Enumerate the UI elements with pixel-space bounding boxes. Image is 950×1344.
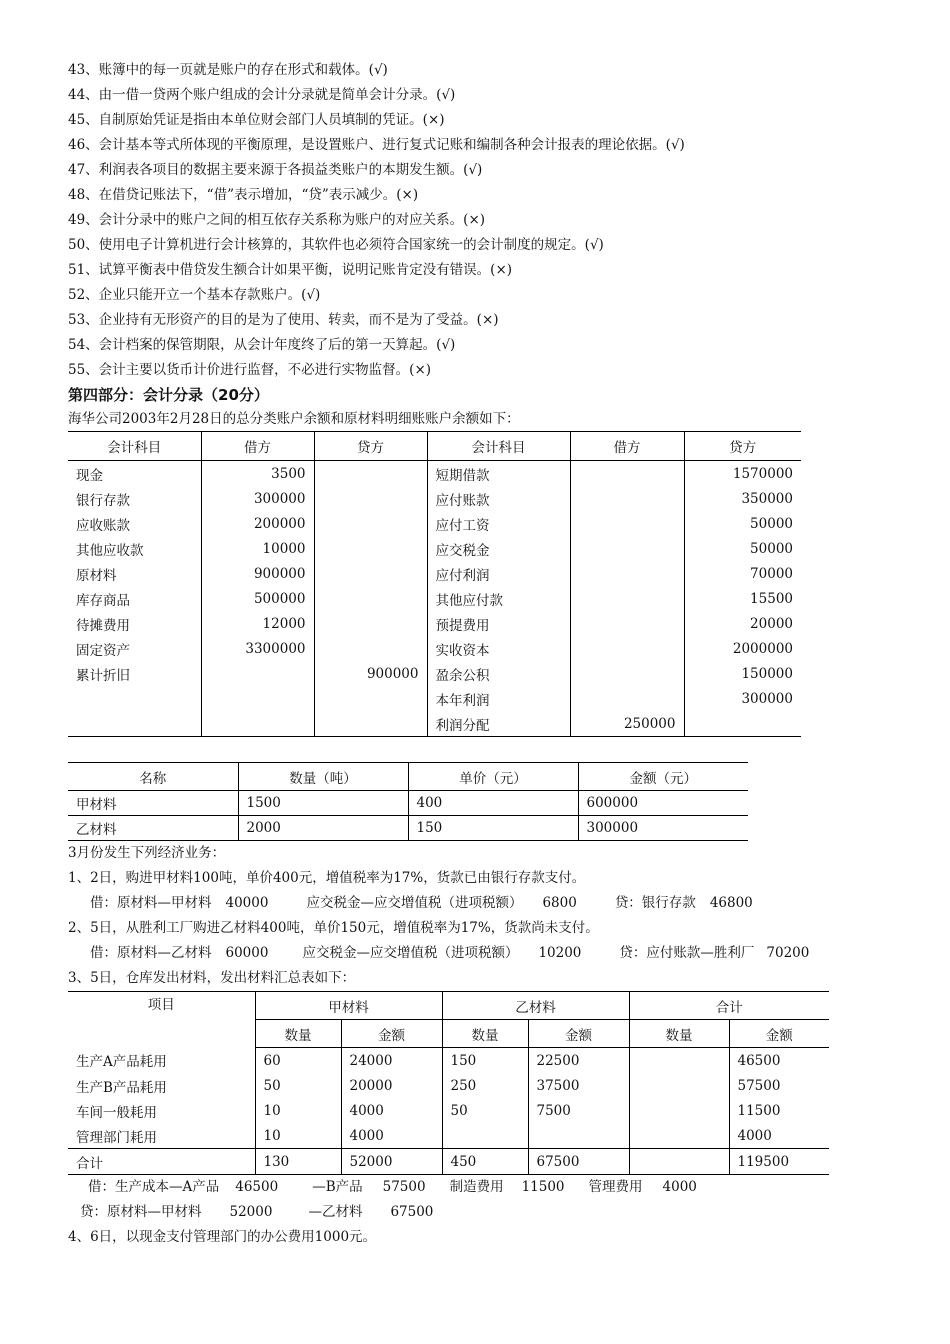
amount-cell: 900000 [314, 661, 427, 686]
entry-credit-amount: 70200 [766, 945, 810, 961]
issue-value-cell [629, 1098, 729, 1123]
amount-cell: 70000 [750, 565, 793, 582]
issue-total-cell: 450 [442, 1149, 528, 1175]
material-table [68, 762, 748, 841]
entry-credit-account-2: —乙材料 [308, 1204, 363, 1220]
entry-debit-account-2: 应交税金—应交增值税（进项税额） [306, 895, 523, 911]
amount-cell: 2000000 [732, 640, 793, 657]
issue-value-cell [629, 1073, 729, 1098]
amount-cell [570, 586, 684, 611]
account-name-cell: 利润分配 [427, 711, 570, 737]
amount-cell [314, 486, 427, 511]
amount-cell: 50000 [750, 540, 793, 557]
account-name-cell: 本年利润 [427, 686, 570, 711]
issue-value-cell [629, 1048, 729, 1074]
issue-value-cell [528, 1123, 629, 1149]
amount-cell [314, 636, 427, 661]
entry-debit-account-4: 管理费用 [588, 1179, 643, 1195]
issue-value-cell: 46500 [737, 1052, 781, 1069]
issue-value-cell: 20000 [341, 1073, 442, 1098]
col-group-total: 合计 [629, 992, 829, 1020]
account-name-cell: 现金 [68, 461, 201, 487]
march-intro: 3月份发生下列经济业务： [68, 845, 226, 861]
account-name-cell: 银行存款 [68, 486, 201, 511]
balance-row [68, 611, 801, 636]
balance-row [68, 586, 801, 611]
entry-debit-amount-2: 57500 [382, 1179, 426, 1195]
amount-cell [314, 461, 427, 487]
account-name-cell: 原材料 [68, 561, 201, 586]
col-credit-right: 贷方 [684, 432, 801, 461]
issue-item-cell: 生产A产品耗用 [68, 1048, 255, 1074]
issue-value-cell: 24000 [341, 1048, 442, 1074]
question-44: 44、由一借一贷两个账户组成的会计分录就是简单会计分录。(√) [68, 87, 456, 103]
amount-cell: 300000 [201, 486, 314, 511]
amount-cell: 150000 [741, 665, 793, 682]
issue-item-cell: 车间一般耗用 [68, 1098, 255, 1123]
issue-value-cell: 150 [442, 1048, 528, 1074]
account-name-cell [68, 686, 201, 711]
amount-cell: 3500 [201, 461, 314, 487]
transaction-4: 4、6日，以现金支付管理部门的办公费用1000元。 [68, 1229, 377, 1245]
entry-credit-account: 贷：应付账款—胜利厂 [619, 945, 755, 961]
amount-cell [570, 611, 684, 636]
account-name-cell: 应付工资 [427, 511, 570, 536]
account-name-cell: 库存商品 [68, 586, 201, 611]
amount-cell [570, 511, 684, 536]
col-amt: 金额 [729, 1020, 829, 1048]
amount-cell: 500000 [201, 586, 314, 611]
entry-debit-account: 借：原材料—乙材料 [90, 945, 212, 961]
issue-value-cell: 250 [442, 1073, 528, 1098]
issue-total-cell: 52000 [341, 1149, 442, 1175]
issue-total-cell [629, 1149, 729, 1175]
balance-intro: 海华公司2003年2月28日的总分类账户余额和原材料明细账账户余额如下： [68, 411, 520, 427]
amount-cell: 20000 [750, 615, 793, 632]
col-qty: 数量 [629, 1020, 729, 1048]
entry-credit-account: 贷：银行存款 [614, 895, 696, 911]
col-debit-left: 借方 [201, 432, 314, 461]
entry-debit-account-2: —B产品 [312, 1179, 363, 1195]
balance-row [68, 511, 801, 536]
issue-value-cell: 4000 [341, 1098, 442, 1123]
balance-row [68, 686, 801, 711]
issue-value-cell: 11500 [737, 1102, 781, 1119]
account-name-cell: 固定资产 [68, 636, 201, 661]
col-account-right: 会计科目 [427, 432, 570, 461]
col-qty: 数量 [255, 1020, 341, 1048]
account-name-cell: 应交税金 [427, 536, 570, 561]
material-header-row [68, 763, 748, 791]
balance-row [68, 661, 801, 686]
true-false-list [68, 58, 888, 383]
question-52: 52、企业只能开立一个基本存款账户。(√) [68, 287, 321, 303]
section-heading: 第四部分：会计分录（20分） [68, 386, 269, 404]
amount-cell: 50000 [750, 515, 793, 532]
material-cell: 600000 [578, 791, 748, 816]
entry-debit-amount: 46500 [235, 1179, 279, 1195]
material-cell: 300000 [586, 820, 639, 836]
issue-value-cell: 60 [255, 1048, 341, 1074]
issue-item-cell: 生产B产品耗用 [68, 1073, 255, 1098]
transaction-3-debit-entry [68, 1175, 888, 1200]
amount-cell: 900000 [201, 561, 314, 586]
amount-cell: 300000 [741, 690, 793, 707]
amount-cell: 15500 [750, 590, 793, 607]
transaction-2-entry [68, 941, 888, 966]
amount-cell [570, 686, 684, 711]
balance-row [68, 536, 801, 561]
amount-cell [570, 561, 684, 586]
entry-debit-account-3: 制造费用 [449, 1179, 504, 1195]
amount-cell [314, 686, 427, 711]
col-account-left: 会计科目 [68, 432, 201, 461]
amount-cell [314, 611, 427, 636]
issue-value-cell: 4000 [341, 1123, 442, 1149]
col-amount: 金额（元） [578, 763, 748, 791]
entry-debit-amount: 60000 [225, 945, 269, 961]
balance-row [68, 486, 801, 511]
question-53: 53、企业持有无形资产的目的是为了使用、转卖，而不是为了受益。(×) [68, 312, 499, 328]
entry-debit-account: 借：原材料—甲材料 [90, 895, 212, 911]
transaction-1: 1、2日，购进甲材料100吨，单价400元，增值税率为17%，货款已由银行存款支付。 [68, 870, 586, 886]
amount-cell: 3300000 [201, 636, 314, 661]
account-name-cell: 应收账款 [68, 511, 201, 536]
question-48: 48、在借贷记账法下，“借”表示增加，“贷”表示减少。(×) [68, 187, 419, 203]
amount-cell [201, 711, 314, 737]
transaction-3: 3、5日，仓库发出材料，发出材料汇总表如下： [68, 970, 356, 986]
amount-cell: 10000 [201, 536, 314, 561]
material-cell: 1500 [238, 791, 408, 816]
amount-cell: 1570000 [732, 465, 793, 482]
issue-value-cell: 37500 [528, 1073, 629, 1098]
transaction-2: 2、5日，从胜利工厂购进乙材料400吨，单价150元，增值税率为17%，货款尚未支付。 [68, 920, 599, 936]
issue-value-cell: 10 [255, 1123, 341, 1149]
entry-debit-amount: 40000 [225, 895, 269, 911]
document-page [68, 58, 888, 1250]
account-name-cell: 短期借款 [427, 461, 570, 487]
account-name-cell: 实收资本 [427, 636, 570, 661]
question-51: 51、试算平衡表中借贷发生额合计如果平衡，说明记账肯定没有错误。(×) [68, 262, 513, 278]
amount-cell [570, 461, 684, 487]
col-amt: 金额 [528, 1020, 629, 1048]
entry-credit-amount: 46800 [709, 895, 753, 911]
material-issue-table [68, 991, 829, 1175]
entry-debit-amount-2: 10200 [538, 945, 582, 961]
entry-credit-amount-2: 67500 [390, 1204, 434, 1220]
balance-header-row [68, 432, 801, 461]
question-49: 49、会计分录中的账户之间的相互依存关系称为账户的对应关系。(×) [68, 212, 486, 228]
col-name: 名称 [68, 763, 238, 791]
entry-credit-account: 贷：原材料—甲材料 [80, 1204, 202, 1220]
amount-cell [570, 486, 684, 511]
amount-cell [314, 561, 427, 586]
col-unit-price: 单价（元） [408, 763, 578, 791]
material-cell: 150 [408, 816, 578, 841]
account-name-cell: 应付账款 [427, 486, 570, 511]
amount-cell [314, 711, 427, 737]
balance-row [68, 461, 801, 487]
account-name-cell: 预提费用 [427, 611, 570, 636]
account-name-cell: 待摊费用 [68, 611, 201, 636]
question-43: 43、账簿中的每一页就是账户的存在形式和载体。(√) [68, 62, 388, 78]
amount-cell [570, 636, 684, 661]
question-45: 45、自制原始凭证是指由本单位财会部门人员填制的凭证。(×) [68, 112, 445, 128]
issue-header-row-1 [68, 992, 829, 1020]
material-cell: 甲材料 [68, 791, 238, 816]
col-quantity: 数量（吨） [238, 763, 408, 791]
question-55: 55、会计主要以货币计价进行监督，不必进行实物监督。(×) [68, 362, 432, 378]
balance-row [68, 636, 801, 661]
issue-value-cell: 4000 [737, 1127, 772, 1144]
issue-row [68, 1098, 829, 1123]
transaction-1-entry [68, 891, 888, 916]
issue-value-cell: 57500 [737, 1077, 781, 1094]
col-group-material-a: 甲材料 [255, 992, 442, 1020]
issue-value-cell: 10 [255, 1098, 341, 1123]
question-50: 50、使用电子计算机进行会计核算的，其软件也必须符合国家统一的会计制度的规定。(√) [68, 237, 604, 253]
transaction-3-credit-entry [68, 1200, 888, 1225]
entry-debit-account-2: 应交税金—应交增值税（进项税额） [302, 945, 519, 961]
issue-total-row [68, 1149, 829, 1175]
issue-value-cell [629, 1123, 729, 1149]
amount-cell [201, 661, 314, 686]
issue-value-cell: 50 [442, 1098, 528, 1123]
issue-value-cell [442, 1123, 528, 1149]
issue-item-cell: 管理部门耗用 [68, 1123, 255, 1149]
amount-cell: 350000 [741, 490, 793, 507]
entry-debit-account: 借：生产成本—A产品 [88, 1179, 220, 1195]
material-cell: 乙材料 [68, 816, 238, 841]
account-name-cell: 累计折旧 [68, 661, 201, 686]
amount-cell: 200000 [201, 511, 314, 536]
entry-debit-amount-2: 6800 [542, 895, 577, 911]
amount-cell [314, 511, 427, 536]
question-54: 54、会计档案的保管期限，从会计年度终了后的第一天算起。(√) [68, 337, 456, 353]
issue-row [68, 1123, 829, 1149]
col-amt: 金额 [341, 1020, 442, 1048]
issue-total-cell: 119500 [729, 1149, 829, 1175]
account-name-cell: 应付利润 [427, 561, 570, 586]
col-credit-left: 贷方 [314, 432, 427, 461]
balance-row [68, 711, 801, 737]
balance-row [68, 561, 801, 586]
amount-cell [201, 686, 314, 711]
question-47: 47、利润表各项目的数据主要来源于各损益类账户的本期发生额。(√) [68, 162, 483, 178]
balance-table [68, 431, 801, 737]
col-qty: 数量 [442, 1020, 528, 1048]
amount-cell [314, 536, 427, 561]
amount-cell: 12000 [201, 611, 314, 636]
issue-total-label: 合计 [68, 1149, 255, 1175]
issue-value-cell: 50 [255, 1073, 341, 1098]
amount-cell: 250000 [570, 711, 684, 737]
col-group-material-b: 乙材料 [442, 992, 629, 1020]
question-46: 46、会计基本等式所体现的平衡原理，是设置账户、进行复式记账和编制各种会计报表的理论依据。(√) [68, 137, 685, 153]
account-name-cell: 盈余公积 [427, 661, 570, 686]
account-name-cell [68, 711, 201, 737]
entry-debit-amount-3: 11500 [521, 1179, 565, 1195]
account-name-cell: 其他应收款 [68, 536, 201, 561]
issue-row [68, 1073, 829, 1098]
amount-cell [570, 536, 684, 561]
account-name-cell: 其他应付款 [427, 586, 570, 611]
amount-cell [314, 586, 427, 611]
issue-row [68, 1048, 829, 1074]
issue-total-cell: 67500 [528, 1149, 629, 1175]
col-debit-right: 借方 [570, 432, 684, 461]
amount-cell [684, 711, 801, 737]
material-row [68, 816, 748, 841]
amount-cell [570, 661, 684, 686]
issue-total-cell: 130 [255, 1149, 341, 1175]
entry-debit-amount-4: 4000 [662, 1179, 697, 1195]
issue-value-cell: 22500 [528, 1048, 629, 1074]
material-cell: 400 [408, 791, 578, 816]
material-cell: 2000 [238, 816, 408, 841]
col-item: 项目 [68, 992, 255, 1048]
entry-credit-amount: 52000 [229, 1204, 273, 1220]
material-row [68, 791, 748, 816]
issue-value-cell: 7500 [528, 1098, 629, 1123]
